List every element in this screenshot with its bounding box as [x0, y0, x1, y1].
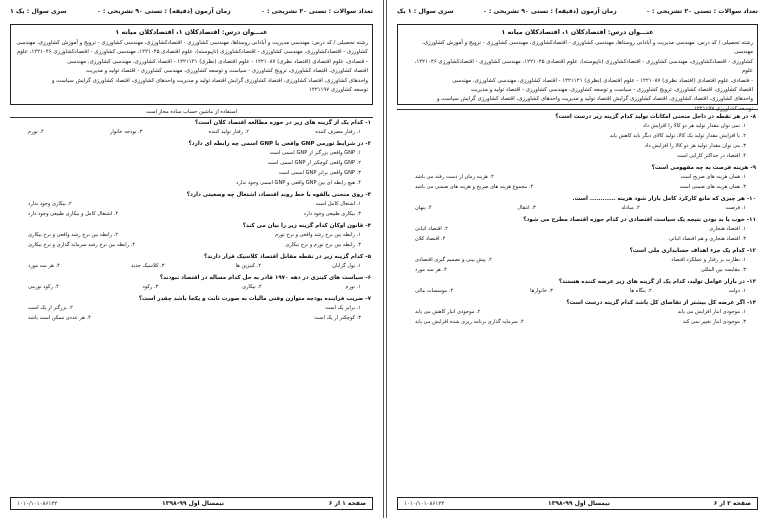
option: ۴. رابطه بین نرخ رشد سرمایه گذاری و نرخ بیکاری [28, 242, 136, 248]
option: ۲. موجودی انبار کاهش می یابد [415, 309, 481, 315]
question-counts: تعداد سوالات : تستی ۲۰ تشریحی : ۰ [261, 8, 373, 15]
option: ۴. رکود تورمی [28, 284, 59, 290]
option: ۱. نمی توان مقدار تولید هر دو کالا را افزایش داد [643, 123, 746, 129]
option: ۳. کلاسیک جدید [131, 263, 165, 269]
exam-time: زمان آزمون (دقیقه) : تستی ۹۰ تشریحی : ۰ [96, 8, 231, 15]
exam-page-2 [386, 0, 768, 518]
option: ۲. مبادله [621, 205, 640, 211]
question-10 [401, 196, 756, 211]
course-title: عنـــوان درس: اقتصادکلان ۱، اقتصادکلان میانه ۱ [115, 28, 268, 36]
exam-header [10, 8, 373, 15]
question-7 [14, 296, 371, 321]
question-2 [14, 141, 371, 186]
option: ۳. رکود [142, 284, 159, 290]
option: ۲. بیکاری وجود ندارد [28, 201, 72, 207]
page-number: صفحه ۲ از ۶ [713, 500, 751, 507]
option: ۳. خانوارها [530, 288, 554, 294]
question-counts: تعداد سوالات : تستی ۲۰ تشریحی : ۰ [646, 8, 758, 15]
question-11 [401, 217, 756, 242]
majors-text [402, 39, 753, 114]
question-1 [14, 120, 371, 135]
question-13 [401, 279, 756, 294]
question-12 [401, 248, 756, 273]
page-footer [10, 497, 373, 510]
majors-line: رشته تحصیلی / کد درس: مهندسی مدیریت و آبادانی روستاها، مهندسی کشاورزی - اقتصادکشاورزی، مهندسی کشاورزی - ترویج و آموزش کشاورزی، مهندسی [422, 40, 753, 56]
option: ۲. بنگاه ها [629, 288, 652, 294]
option: ۱. اشتغال کامل است [315, 201, 361, 207]
option: ۴. هر سه مورد [415, 267, 447, 273]
option: ۲. پیش بینی و تصمیم گیری اقتصادی [415, 257, 492, 263]
question-5 [14, 254, 371, 269]
question-9 [401, 165, 756, 190]
majors-line: کشاورزی - اقتصادکشاورزی، مهندسی کشاورزی - اقتصادکشاورزی (ناپیوسته)، علوم اقتصادی ۱۲۲۱۰۴۵، مهندسی کشاورزی - اقتصادکشاورزی ۱۲۲۱۰۴۶، علوم [414, 58, 753, 75]
option: ۴. مجموع هزینه های صریح و هزینه های ضمنی می باشد [415, 184, 534, 190]
question-14 [401, 300, 756, 325]
question-text: ۱- کدام یک از گزینه های زیر در حوزه مطالعه اقتصاد کلان است؟ [194, 120, 371, 126]
option: ۴. هر سه مورد [28, 263, 60, 269]
question-4 [14, 223, 371, 248]
question-6 [14, 275, 371, 290]
exam-code: ۱۰۱۰/۱۰۱۰۸۶۱۲۲ [17, 500, 58, 507]
option: ۴. موسسات مالی [415, 288, 454, 294]
option: ۱. نظارت بر رفتار و عملکرد اقتصاد [671, 257, 746, 263]
question-text: ۴- قانون اوکان کدام گزینه زیر را بیان می کند؟ [242, 223, 371, 229]
option: ۴. تورم [28, 129, 44, 135]
term-label: نیمسال اول ۹۹-۱۳۹۸ [548, 500, 610, 507]
question-8 [401, 114, 756, 159]
option: ۱. فرصت [725, 205, 746, 211]
option: ۱. همان هزینه های صریح است [680, 174, 746, 180]
question-3 [14, 192, 371, 217]
option: ۱. پول گرایان [332, 263, 361, 269]
exam-time: زمان آزمون (دقیقه) : تستی ۹۰ تشریحی : ۰ [483, 8, 617, 15]
page-number: صفحه ۱ از ۶ [328, 500, 366, 507]
question-text: ۱۲- کدام یک جزء اهداف حسابداری ملی است؟ [629, 248, 756, 254]
option: ۲. هزینه زمان از دست رفته می باشد [415, 174, 494, 180]
option: ۴. پنهان [415, 205, 432, 211]
majors-line: واحدهای کشاورزی، اقتصاد کشاورزی، اقتصاد کشاورزی گرایش اقتصاد تولید و مدیریت واحدهای کشاورزی، اقتصاد کشاورزی گرایش سیاست و [436, 96, 753, 103]
course-info-box [10, 24, 373, 105]
majors-line: واحدهای کشاورزی، اقتصاد کشاورزی، اقتصاد کشاورزی گرایش اقتصاد تولید و مدیریت واحدهای کشاورزی، اقتصاد کشاورزی گرایش سیاست و [51, 77, 368, 84]
question-text: ۱۱- خوب یا بد بودن نتیجه یک سیاست اقتصادی در کدام حوزه اقتصاد مطرح می شود؟ [523, 217, 756, 223]
option: ۱. رفتار مصرف کننده [315, 129, 361, 135]
majors-line: رشته تحصیلی / کد درس: مهندسی مدیریت و آبادانی روستاها، مهندسی کشاورزی - اقتصادکشاورزی، مهندسی کشاورزی - ترویج و آموزش کشاورزی، مهندسی [16, 40, 368, 46]
option: ۲. GNP واقعی کوچکتر از GNP اسمی است [267, 160, 361, 166]
divider [10, 117, 373, 118]
option: ۲. با افزایش مقدار تولید یک کالا، تولید کالای دیگر باید کاهش یابد [609, 133, 746, 139]
majors-line: - قتصادی، علوم اقتصادی (اقتصاد نظری) ۱۲۲۱۰۸۷ - علوم اقتصادی (نظری) ۱۲۲۱۱۲۱ - اقتصاد کشاورزی، مهندسی کشاورزی، مهندسی [452, 77, 753, 84]
option: ۳. می توان مقدار تولید هر دو کالا را افزایش داد [644, 143, 746, 149]
option: ۱. تورم [345, 284, 361, 290]
option: ۴. اشتغال کامل و بیکاری طبیعی وجود دارد [28, 211, 119, 217]
questions-list [401, 114, 756, 331]
option: ۳. رابطه بین نرخ تورم و نرخ بیکاری [285, 242, 361, 248]
option: ۳. موجودی انبار تغییر نمی کند [682, 319, 746, 325]
option: ۳. همان هزینه های ضمنی است [679, 184, 746, 190]
question-text: ۸- در هر نقطه در داخل منحنی امکانات تولید کدام گزینه زیر درست است؟ [555, 114, 756, 120]
course-title: عنـــوان درس: اقتصادکلان ۱، اقتصادکلان میانه ۱ [501, 28, 654, 36]
option: ۱. اقتصاد هنجاری [709, 226, 746, 232]
question-text: ۹- هزینه فرصت به چه مفهومی است؟ [651, 165, 756, 171]
majors-line: - قتصادی، علوم اقتصادی (اقتصاد نظری) ۱۲۲۱۰۸۷ - علوم اقتصادی (نظری) ۱۲۲۱۱۲۱ - اقتصاد کشاورزی، مهندسی کشاورزی، مهندسی [67, 58, 368, 65]
option: ۱. GNP واقعی بزرگتر از GNP اسمی است [269, 150, 361, 156]
option: ۳. انتقال [517, 205, 536, 211]
option: ۱. دولت [728, 288, 746, 294]
series-label: سری سوال : یک ۱ [10, 8, 67, 15]
question-text: ۶- سیاست های کینزی در دهه ۱۹۷۰ قادر به حل کدام مساله در اقتصاد نبودند؟ [159, 275, 371, 281]
question-text: ۲- در شرایط تورمی GNP واقعی با GNP اسمی چه رابطه ای دارد؟ [188, 141, 371, 147]
option: ۳. اقتصاد هنجاری و هم اقتصاد اثباتی [669, 236, 746, 242]
page-footer [397, 497, 758, 510]
option: ۴. هیچ رابطه ای بین GNP واقعی و GNP اسمی وجود ندارد [236, 180, 361, 186]
option: ۱. برابر یک است [325, 305, 361, 311]
option: ۴. اقتصاد در حداکثر کارایی است [676, 153, 746, 159]
calculator-note: استفاده از ماشین حساب ساده مجاز است [146, 109, 237, 115]
option: ۲. بیکاری [241, 284, 262, 290]
question-text: ۵- کدام گزینه زیر در نقطه مقابل اقتصاد کلاسیک قرار دارند؟ [204, 254, 371, 260]
majors-line: اقتصاد کشاورزی، اقتصاد کشاورزی، ترویج کشاورزی - سیاست و توسعه کشاورزی، مهندسی کشاورزی - اقتصاد تولید و مدیریت [470, 87, 753, 94]
option: ۲. کینزین ها [235, 263, 262, 269]
exam-code: ۱۰۱۰/۱۰۱۰۸۶۱۲۲ [404, 500, 445, 507]
question-text: ۱۳- در بازار عوامل تولید، کدام یک از گزینه های زیر عرضه کننده هستند؟ [558, 279, 756, 285]
series-label: سری سوال : ۱ یک [397, 8, 454, 15]
option: ۲. رفتار تولید کننده [208, 129, 249, 135]
option: ۳. GNP واقعی برابر GNP اسمی است [278, 170, 361, 176]
option: ۳. بودجه خانوار [109, 129, 143, 135]
questions-list [14, 120, 371, 327]
majors-line: اقتصاد کشاورزی، اقتصاد کشاورزی، ترویج کشاورزی - سیاست و توسعه کشاورزی، مهندسی کشاورزی - اقتصاد تولید و مدیریت [85, 68, 368, 75]
majors-text [15, 39, 368, 95]
question-text: ۷- ضریب فزاینده بودجه متوازن وقتی مالیات به صورت ثابت و یکجا باشد چقدر است؟ [138, 296, 371, 302]
option: ۲. بزرگتر از یک است [28, 305, 73, 311]
option: ۳. مقایسه بین المللی [700, 267, 746, 273]
question-text: ۱۰- هر چیزی که مانع کارکرد کامل بازار شود هزینه ............ است. [572, 196, 756, 202]
option: ۲. اقتصاد اثباتی [415, 226, 448, 232]
majors-line: کشاورزی - اقتصادکشاورزی، مهندسی کشاورزی - اقتصادکشاورزی (ناپیوسته)، علوم اقتصادی ۱۲۲۱۰۴۵، مهندسی کشاورزی - اقتصادکشاورزی ۱۲۲۱۰۴۶، علوم [16, 49, 368, 56]
majors-line: توسعه کشاورزی ۱۲۲۱۱۹۷ [308, 87, 368, 94]
question-text: ۱۴- اگر عرضه کل بیشتر از تقاضای کل باشد کدام گزینه درست است؟ [566, 300, 756, 306]
course-info-box [397, 24, 758, 105]
term-label: نیمسال اول ۹۹-۱۳۹۸ [162, 500, 224, 507]
option: ۳. کوچکتر از یک است [314, 315, 361, 321]
question-text: ۳- روی منحنی بالقوه با خط روند اقتصاد، اشتغال چه وضعیتی دارد؟ [186, 192, 371, 198]
option: ۴. هر عددی ممکن است باشد [28, 315, 91, 321]
option: ۴. سرمایه گذاری برنامه ریزی شده افزایش می یابد [415, 319, 524, 325]
option: ۱. موجودی انبار افزایش می یابد [677, 309, 746, 315]
divider [397, 109, 758, 110]
exam-header [397, 8, 758, 15]
option: ۳. بیکاری طبیعی وجود دارد [303, 211, 361, 217]
option: ۴. اقتصاد کلان [415, 236, 446, 242]
option: ۱. رابطه بین نرخ رشد واقعی و نرخ تورم [275, 232, 361, 238]
option: ۲. رابطه بین نرخ رشد واقعی و نرخ بیکاری [28, 232, 119, 238]
